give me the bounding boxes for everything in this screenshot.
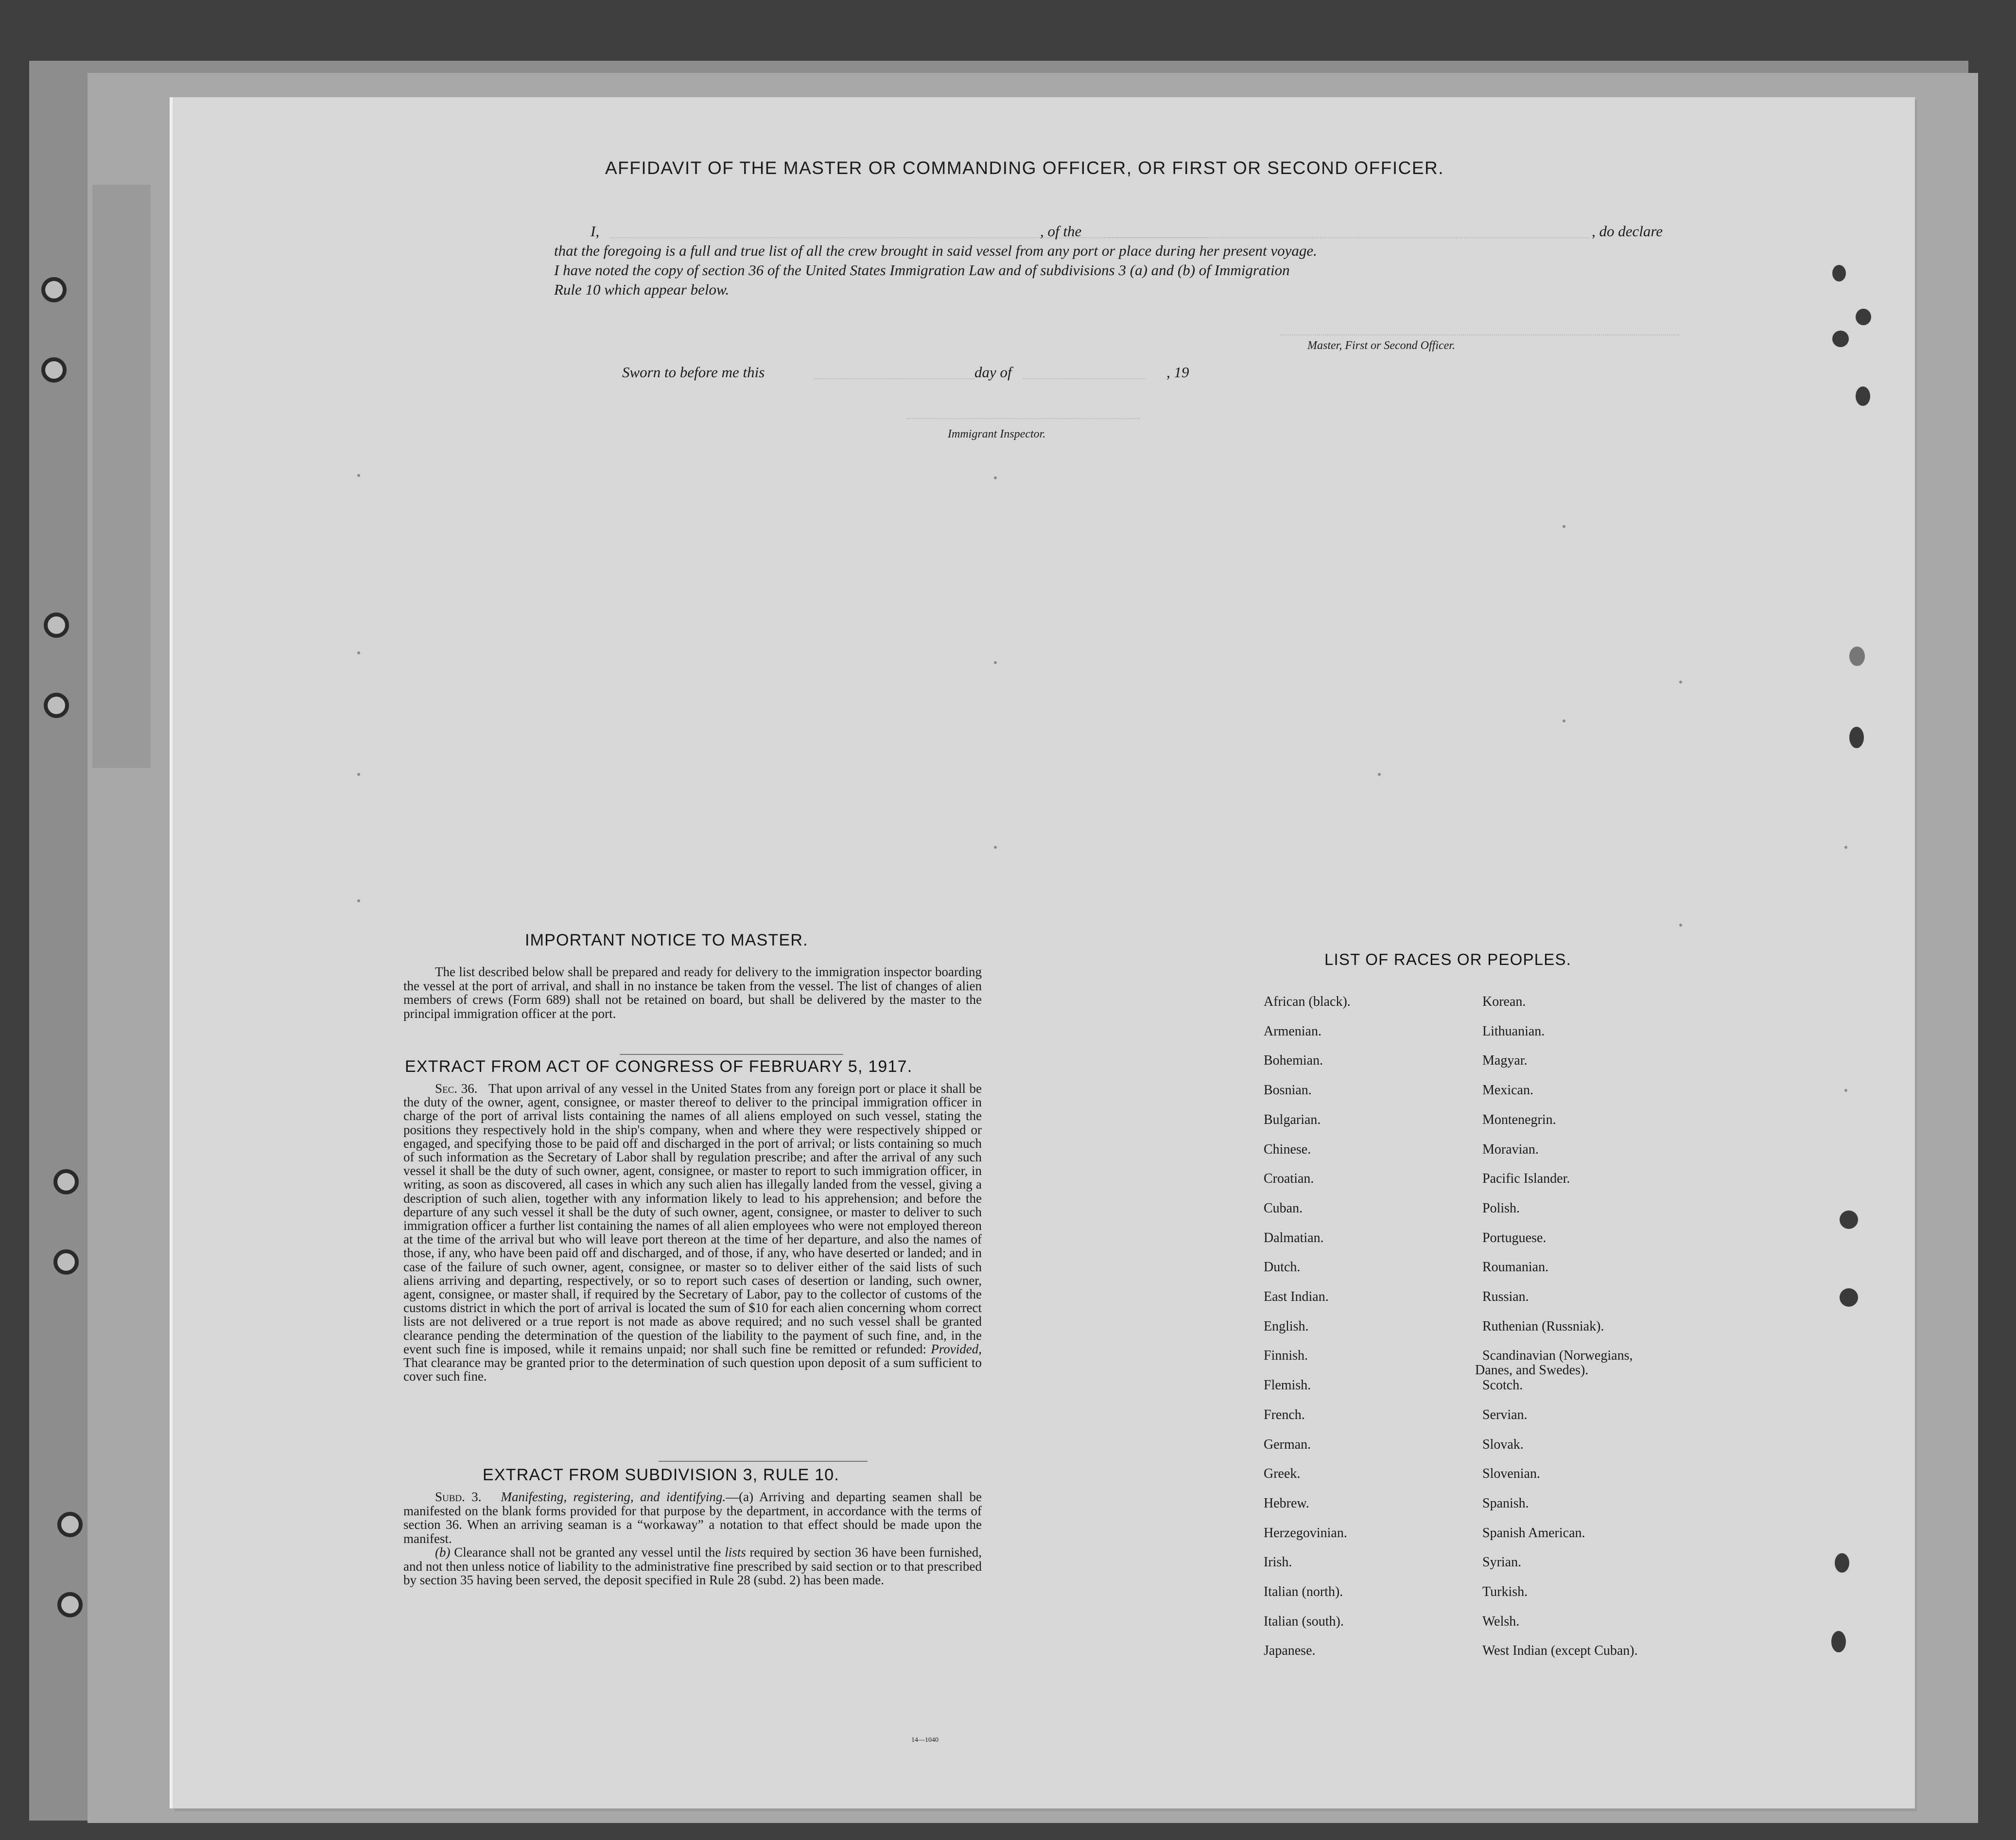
races-heading: LIST OF RACES OR PEOPLES. xyxy=(1324,950,1572,968)
faint-mark xyxy=(357,474,360,477)
race-item: Hebrew. xyxy=(1264,1495,1309,1511)
race-item: East Indian. xyxy=(1264,1289,1329,1304)
faint-mark xyxy=(994,661,997,664)
signature-blank[interactable] xyxy=(1281,334,1679,335)
binding-hole-icon xyxy=(1840,1288,1858,1307)
race-item: Herzegovinian. xyxy=(1264,1525,1347,1541)
affidavit-line1-end: , do declare xyxy=(1592,223,1663,240)
inspector-signature-blank[interactable] xyxy=(906,418,1140,419)
binding-hole-icon xyxy=(1835,1553,1849,1573)
race-item: Pacific Islander. xyxy=(1482,1171,1570,1187)
faint-mark xyxy=(1844,1089,1847,1092)
race-item: Croatian. xyxy=(1264,1171,1314,1187)
race-item: Roumanian. xyxy=(1482,1260,1549,1275)
faint-mark xyxy=(994,476,997,479)
race-item: English. xyxy=(1264,1318,1309,1334)
race-item: Flemish. xyxy=(1264,1378,1311,1393)
race-item: Magyar. xyxy=(1482,1053,1528,1069)
race-item: Scotch. xyxy=(1482,1378,1523,1393)
binding-hole-icon xyxy=(1840,1210,1858,1229)
subd-para-b-label: (b) xyxy=(435,1545,451,1560)
punch-hole-icon xyxy=(53,1169,79,1194)
race-item: German. xyxy=(1264,1437,1311,1452)
notice-body xyxy=(403,965,982,1020)
binding-hole-icon xyxy=(1849,647,1865,666)
race-item: Syrian. xyxy=(1482,1555,1522,1570)
race-item: Servian. xyxy=(1482,1407,1528,1422)
race-item: Slovak. xyxy=(1482,1437,1524,1452)
race-item: French. xyxy=(1264,1407,1305,1422)
binding-hole-icon xyxy=(1832,265,1846,281)
affidavit-line4: Rule 10 which appear below. xyxy=(554,281,730,298)
subd-title: Manifesting, registering, and identifying. xyxy=(501,1490,726,1504)
race-item: Cuban. xyxy=(1264,1200,1303,1216)
section-text-part2: That clearance may be granted prior to the determination of such question upon deposit of a sum sufficient to cover such fine. xyxy=(403,1355,982,1384)
affidavit-title: AFFIDAVIT OF THE MASTER OR COMMANDING OFFICER, OR FIRST OR SECOND OFFICER. xyxy=(605,158,1444,178)
race-item: Welsh. xyxy=(1482,1613,1520,1629)
faint-mark xyxy=(1563,525,1565,528)
binding-hole-icon xyxy=(1831,1631,1846,1652)
race-item: Dutch. xyxy=(1264,1260,1301,1275)
race-item: Japanese. xyxy=(1264,1643,1316,1659)
race-item: Chinese. xyxy=(1264,1141,1311,1157)
race-item: Bohemian. xyxy=(1264,1053,1323,1069)
act-extract-heading: EXTRACT FROM ACT OF CONGRESS OF FEBRUARY 5, 1917. xyxy=(405,1057,913,1076)
binding-hole-icon xyxy=(1856,386,1870,406)
vessel-blank[interactable] xyxy=(1108,237,1589,238)
faint-mark xyxy=(1378,773,1381,776)
affidavit-line2: that the foregoing is a full and true list of all the crew brought in said vessel from any port or place during her present voyage. xyxy=(554,242,1317,259)
day-blank[interactable] xyxy=(814,378,974,379)
subd-para-b-lists: lists xyxy=(725,1545,746,1560)
race-item: Bosnian. xyxy=(1264,1083,1312,1098)
race-item: Spanish. xyxy=(1482,1495,1529,1511)
faint-mark xyxy=(1679,681,1682,683)
notice-text: The list described below shall be prepared and ready for delivery to the immigration inspector boarding the vessel at the port of arrival, and shall in no instance be taken from the vessel. The list of changes of alien members of crews (Form 689) shall not be retained on board, but shall be delivered by the master to the principal immigration officer at the port. xyxy=(403,964,982,1021)
subd-para-b-rest: required by section 36 have been furnished, and not then unless notice of liability to the administrative fine prescribed by said section or to that prescribed by section 35 having been served, the deposit specified in Rule 28 (subd. 2) has been made. xyxy=(403,1545,982,1587)
subd-para-a: —(a) Arriving and departing seamen shall be manifested on the blank forms provided for that purpose by the department, in accordance with the terms of section 36. When an arriving seaman is a “workaway” a notation to that effect should be made upon the manifest. xyxy=(403,1490,982,1546)
document-page xyxy=(173,97,1915,1808)
signature-label: Master, First or Second Officer. xyxy=(1307,339,1455,352)
binding-hole-icon xyxy=(1832,331,1849,347)
subd-label: Subd. 3. xyxy=(435,1490,482,1504)
race-item: Irish. xyxy=(1264,1555,1292,1570)
section-divider xyxy=(620,1054,843,1055)
faint-mark xyxy=(1679,924,1682,927)
race-item: Spanish American. xyxy=(1482,1525,1585,1541)
race-item: Slovenian. xyxy=(1482,1466,1540,1482)
race-item: Danes, and Swedes). xyxy=(1475,1363,1589,1378)
punch-hole-icon xyxy=(57,1592,83,1617)
punch-hole-icon xyxy=(44,613,69,638)
affidavit-line3: I have noted the copy of section 36 of the United States Immigration Law and of subdivisions 3 (a) and (b) of Immigration xyxy=(554,262,1290,279)
form-number: 14—1040 xyxy=(911,1736,938,1744)
faint-mark xyxy=(1563,719,1565,722)
race-item: Italian (south). xyxy=(1264,1613,1344,1629)
rule-extract-body xyxy=(403,1490,982,1587)
inspector-label: Immigrant Inspector. xyxy=(948,428,1046,440)
race-item: Turkish. xyxy=(1482,1584,1528,1599)
subd-para-b-start: Clearance shall not be granted any vessel until the xyxy=(454,1545,721,1560)
punch-hole-icon xyxy=(41,357,67,383)
race-item: West Indian (except Cuban). xyxy=(1482,1643,1638,1659)
faint-mark xyxy=(994,846,997,849)
punch-hole-icon xyxy=(57,1512,83,1537)
notice-heading: IMPORTANT NOTICE TO MASTER. xyxy=(525,931,808,949)
section-text-part1: That upon arrival of any vessel in the United States from any foreign port or place it shall be the duty of the owner, agent, consignee, or master thereof to deliver to the principal immigration officer in charge of the port of arrival lists containing the names of all aliens employed on such vessel, stating the positions they respectively hold in the ship's company, when and where they were respectively shipped or engaged, and specifying those to be paid off and discharged in the port of arrival; or lists containing so much of such information as the Secretary of Labor shall by regulation prescribe; and after the arrival of any such vessel it shall be the duty of such owner, agent, consignee, or master to report to such immigration officer, in writing, as soon as discovered, all cases in which any such alien has illegally landed from the vessel, giving a description of such alien, together with any information likely to lead to his apprehension; and before the departure of any such vessel it shall be the duty of such owner, agent, consignee, or master to deliver to such immigration officer a further list containing the names of all alien employees who were not employed thereon at the time of the arrival but who will leave port thereon at the time of her departure, and also the names of those, if any, who have been paid off and discharged, and of those, if any, who have deserted or landed; and in case of the failure of such owner, agent, consignee, or master so to deliver either of the said lists of such aliens arriving and departing, respectively, or so to report such cases of desertion or landing, such owner, agent, consignee, or master shall, if required by the Secretary of Labor, pay to the collector of customs of the customs district in which the port of arrival is located the sum of $10 for each alien concerning whom correct lists are not delivered or a true report is not made as above required; and no such vessel shall be granted clearance pending the determination of the question of the liability to the payment of such fine, and, in the event such fine is imposed, while it remains unpaid; nor shall such fine be remitted or refunded: xyxy=(403,1081,982,1356)
faint-mark xyxy=(357,651,360,654)
punch-hole-icon xyxy=(44,693,69,718)
affidavit-line1-start: I, xyxy=(591,223,600,240)
race-item: Mexican. xyxy=(1482,1083,1533,1098)
race-item: Portuguese. xyxy=(1482,1230,1547,1245)
race-item: Dalmatian. xyxy=(1264,1230,1324,1245)
sworn-text-mid: day of xyxy=(974,364,1012,381)
act-extract-body xyxy=(403,1082,982,1383)
race-item: African (black). xyxy=(1264,994,1351,1009)
month-blank[interactable] xyxy=(1023,378,1145,379)
race-item: Armenian. xyxy=(1264,1023,1321,1039)
race-item: Polish. xyxy=(1482,1200,1520,1216)
race-item: Ruthenian (Russniak). xyxy=(1482,1318,1604,1334)
faint-mark xyxy=(357,899,360,902)
race-item: Italian (north). xyxy=(1264,1584,1343,1599)
sworn-text-end: , 19 xyxy=(1166,364,1189,381)
punch-hole-icon xyxy=(41,277,67,302)
race-item: Scandinavian (Norwegians, xyxy=(1482,1348,1633,1364)
section-label: Sec. 36. xyxy=(435,1081,478,1096)
faint-mark xyxy=(1844,846,1847,849)
race-item: Russian. xyxy=(1482,1289,1529,1304)
affidavit-line1-mid: , of the xyxy=(1040,223,1082,240)
binding-hole-icon xyxy=(1849,727,1864,748)
race-item: Greek. xyxy=(1264,1466,1301,1482)
binding-hole-icon xyxy=(1856,309,1871,325)
race-item: Bulgarian. xyxy=(1264,1112,1321,1127)
race-item: Montenegrin. xyxy=(1482,1112,1556,1127)
rule-extract-heading: EXTRACT FROM SUBDIVISION 3, RULE 10. xyxy=(483,1466,840,1484)
underlying-sheet-strip xyxy=(92,185,151,768)
section-divider xyxy=(659,1461,868,1462)
faint-mark xyxy=(357,773,360,776)
race-item: Korean. xyxy=(1482,994,1526,1009)
sworn-text-start: Sworn to before me this xyxy=(622,364,765,381)
race-item: Lithuanian. xyxy=(1482,1023,1545,1039)
race-item: Finnish. xyxy=(1264,1348,1308,1364)
race-item: Moravian. xyxy=(1482,1141,1539,1157)
punch-hole-icon xyxy=(53,1249,79,1275)
provided-word: Provided, xyxy=(931,1341,982,1356)
